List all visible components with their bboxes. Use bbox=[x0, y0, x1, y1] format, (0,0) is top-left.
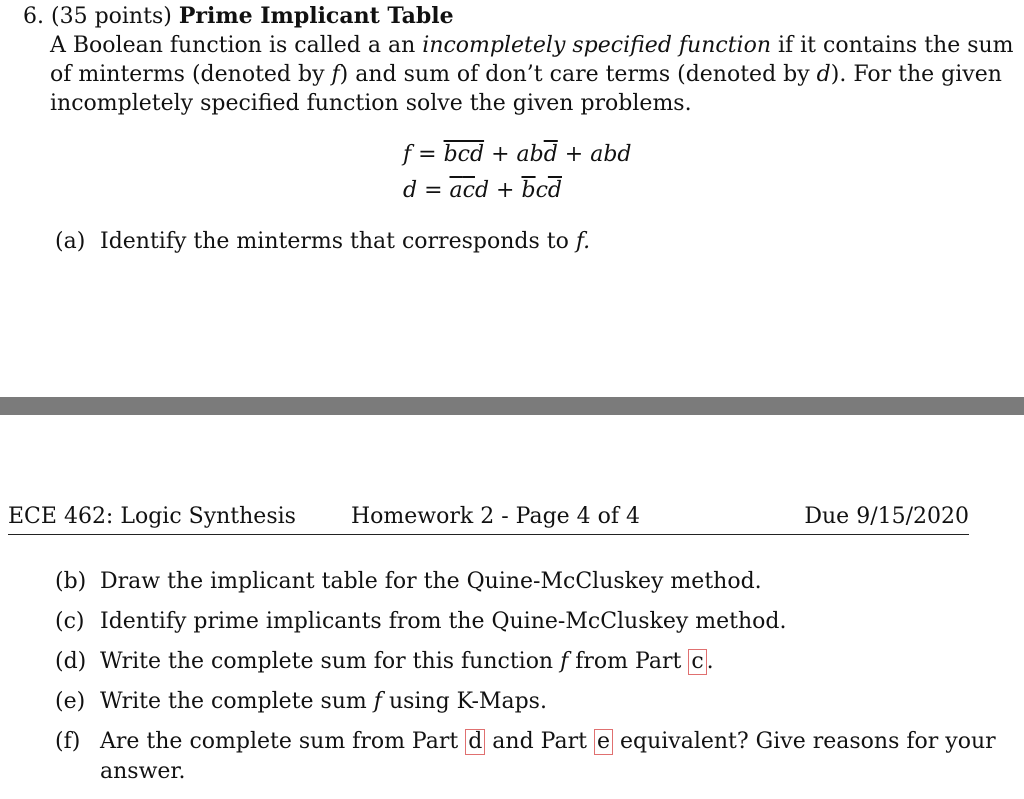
part-text: . bbox=[706, 649, 714, 674]
question-number: 6. bbox=[23, 4, 44, 29]
header-page-info: Homework 2 - Page 4 of 4 bbox=[351, 504, 641, 529]
part-text: Draw the implicant table for the Quine-McCluskey method. bbox=[100, 569, 762, 594]
eq-sign: = bbox=[417, 178, 450, 203]
part-text: equivalent? Give reasons for your bbox=[612, 729, 996, 754]
part-text: Write the complete sum bbox=[100, 689, 374, 714]
question-title: Prime Implicant Table bbox=[178, 3, 454, 29]
part-label: (b) bbox=[55, 569, 87, 594]
part-e bbox=[55, 688, 547, 716]
ref-link-part-c[interactable]: c bbox=[688, 649, 706, 675]
eq-term: $\overline{d}$ bbox=[543, 142, 558, 167]
eq-sign: = bbox=[411, 142, 444, 167]
part-text: Write the complete sum for this function bbox=[100, 649, 561, 674]
question-heading bbox=[23, 2, 454, 31]
eq-lhs: d bbox=[403, 178, 418, 203]
page-top bbox=[0, 0, 1024, 397]
part-text: Are the complete sum from Part bbox=[100, 729, 466, 754]
header-course: ECE 462: Logic Synthesis bbox=[8, 504, 296, 529]
eq-term: ab bbox=[516, 142, 544, 167]
page-break-bar bbox=[0, 397, 1024, 415]
part-label: (d) bbox=[55, 649, 87, 674]
symbol-d: d bbox=[816, 62, 831, 87]
header-due-date: Due 9/15/2020 bbox=[804, 504, 969, 529]
description-line-1 bbox=[50, 32, 1014, 60]
ref-link-part-d[interactable]: d bbox=[465, 729, 485, 755]
eq-term: $\overline{b}$ bbox=[521, 178, 536, 203]
part-f bbox=[55, 728, 996, 756]
part-d bbox=[55, 648, 714, 676]
part-text: and Part bbox=[485, 729, 594, 754]
eq-term: $\overline{bcd}$ bbox=[443, 142, 485, 167]
text-fragment: ) and sum of don’t care terms (denoted by bbox=[339, 62, 817, 87]
part-label: (a) bbox=[55, 229, 86, 254]
description-line-3: incompletely specified function solve the given problems. bbox=[50, 91, 692, 116]
part-text: from Part bbox=[568, 649, 689, 674]
eq-plus: + bbox=[557, 142, 591, 167]
part-text: Identify the minterms that corresponds to bbox=[100, 229, 576, 254]
part-c bbox=[55, 608, 787, 636]
eq-term: $\overline{c}$ bbox=[462, 178, 475, 203]
part-text: Identify prime implicants from the Quine-McCluskey method. bbox=[100, 609, 787, 634]
part-text: using K-Maps. bbox=[381, 689, 547, 714]
symbol-f: f. bbox=[575, 229, 591, 254]
symbol-f: f bbox=[331, 62, 340, 87]
symbol-f: f bbox=[373, 689, 382, 714]
eq-term: $\overline{a}$ bbox=[449, 178, 463, 203]
symbol-f: f bbox=[560, 649, 569, 674]
eq-plus: + bbox=[489, 178, 522, 203]
equation-d bbox=[403, 177, 562, 205]
eq-lhs: f bbox=[403, 142, 412, 167]
equation-f bbox=[403, 141, 632, 169]
text-fragment: A Boolean function is called a an bbox=[50, 33, 423, 58]
eq-plus: + bbox=[484, 142, 517, 167]
part-a bbox=[55, 228, 590, 256]
eq-term: c bbox=[535, 178, 548, 203]
part-label: (f) bbox=[55, 729, 81, 754]
question-points: (35 points) bbox=[51, 4, 172, 29]
term-incompletely-specified: incompletely specified function bbox=[422, 33, 771, 58]
eq-term: abd bbox=[590, 142, 632, 167]
part-f-continued: answer. bbox=[100, 759, 186, 784]
text-fragment: ). For the given bbox=[830, 62, 1002, 87]
part-b bbox=[55, 568, 762, 596]
description-line-2 bbox=[50, 61, 1002, 89]
ref-link-part-e[interactable]: e bbox=[594, 729, 613, 755]
eq-term: d bbox=[474, 178, 490, 203]
text-fragment: of minterms (denoted by bbox=[50, 62, 332, 87]
header-rule bbox=[8, 534, 969, 535]
text-fragment: if it contains the sum bbox=[770, 33, 1014, 58]
eq-term: $\overline{d}$ bbox=[547, 178, 562, 203]
part-label: (c) bbox=[55, 609, 85, 634]
part-label: (e) bbox=[55, 689, 86, 714]
